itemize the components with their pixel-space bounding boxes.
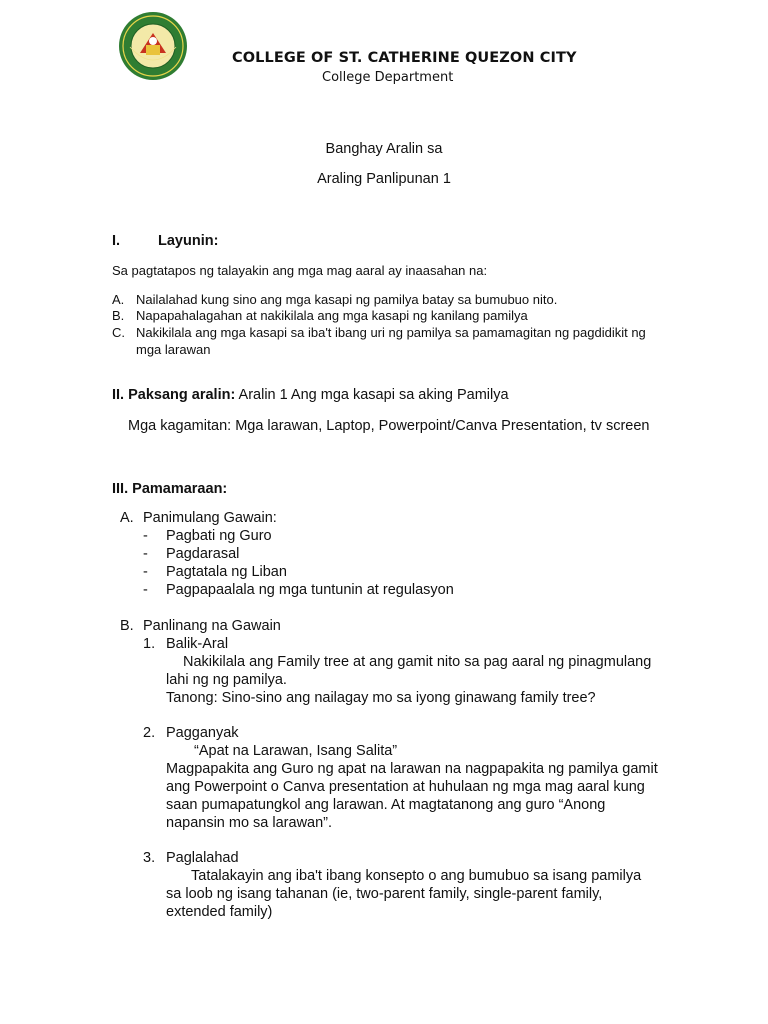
step-title: Balik-Aral <box>166 636 229 652</box>
objective-marker: B. <box>112 308 125 323</box>
bullet-dash: - <box>143 528 148 544</box>
step-question: Tanong: Sino-sino ang nailagay mo sa iyong ginawang family tree? <box>166 690 596 706</box>
step-text: extended family) <box>166 904 273 920</box>
section2-topic: Aralin 1 Ang mga kasapi sa aking Pamilya <box>235 387 509 403</box>
objective-marker: C. <box>112 325 125 340</box>
step-marker: 2. <box>143 725 156 741</box>
activity-item: Pagbati ng Guro <box>166 528 272 544</box>
college-name: COLLEGE OF ST. CATHERINE QUEZON CITY <box>232 50 577 66</box>
bullet-dash: - <box>143 546 148 562</box>
bullet-dash: - <box>143 564 148 580</box>
step-title: Pagganyak <box>166 725 239 741</box>
step-text: ang Powerpoint o Canva presentation at huhulaan ng mga mag aaral kung <box>166 779 645 795</box>
objective-text: Nailalahad kung sino ang mga kasapi ng pamilya batay sa bumubuo nito. <box>136 292 558 307</box>
objective-text: Nakikilala ang mga kasapi sa iba't ibang uri ng pamilya sa pamamagitan ng pagdidikit ng <box>136 325 646 340</box>
materials-line: Mga kagamitan: Mga larawan, Laptop, Powerpoint/Canva Presentation, tv screen <box>128 418 650 434</box>
section1-intro: Sa pagtatapos ng talayakin ang mga mag aaral ay inaasahan na: <box>112 263 488 278</box>
step-quote: “Apat na Larawan, Isang Salita” <box>194 743 398 759</box>
part-a-marker: A. <box>120 510 134 526</box>
section2-heading: II. Paksang aralin: <box>112 387 236 403</box>
title-line-2: Araling Panlipunan 1 <box>317 171 451 187</box>
step-text: saan pumapatungkol ang larawan. At magtatanong ang guro “Anong <box>166 797 606 813</box>
bullet-dash: - <box>143 582 148 598</box>
objective-text-continued: mga larawan <box>136 342 211 357</box>
section1-numeral: I. <box>112 233 121 249</box>
step-text: napansin mo sa larawan”. <box>166 815 333 831</box>
part-a-title: Panimulang Gawain: <box>143 510 277 526</box>
step-text: Tatalakayin ang iba't ibang konsepto o ang bumubuo sa isang pamilya <box>191 868 642 884</box>
objective-marker: A. <box>112 292 125 307</box>
step-text: lahi ng ng pamilya. <box>166 672 287 688</box>
step-marker: 1. <box>143 636 156 652</box>
college-seal-logo <box>118 11 188 81</box>
title-line-1: Banghay Aralin sa <box>325 141 443 157</box>
step-text: sa loob ng isang tahanan (ie, two-parent family, single-parent family, <box>166 886 603 902</box>
step-marker: 3. <box>143 850 156 866</box>
step-text: Nakikilala ang Family tree at ang gamit nito sa pag aaral ng pinagmulang <box>183 654 652 670</box>
section1-heading: Layunin: <box>158 233 219 249</box>
step-title: Paglalahad <box>166 850 239 866</box>
activity-item: Pagpapaalala ng mga tuntunin at regulasyon <box>166 582 454 598</box>
activity-item: Pagdarasal <box>166 546 240 562</box>
objective-text: Napapahalagahan at nakikilala ang mga kasapi ng kanilang pamilya <box>136 308 528 323</box>
section3-heading: III. Pamamaraan: <box>112 481 228 497</box>
department-name: College Department <box>322 70 454 85</box>
activity-item: Pagtatala ng Liban <box>166 564 287 580</box>
part-b-title: Panlinang na Gawain <box>143 618 281 634</box>
step-text: Magpapakita ang Guro ng apat na larawan na nagpapakita ng pamilya gamit <box>166 761 658 777</box>
part-b-marker: B. <box>120 618 134 634</box>
section2-line <box>112 387 509 403</box>
